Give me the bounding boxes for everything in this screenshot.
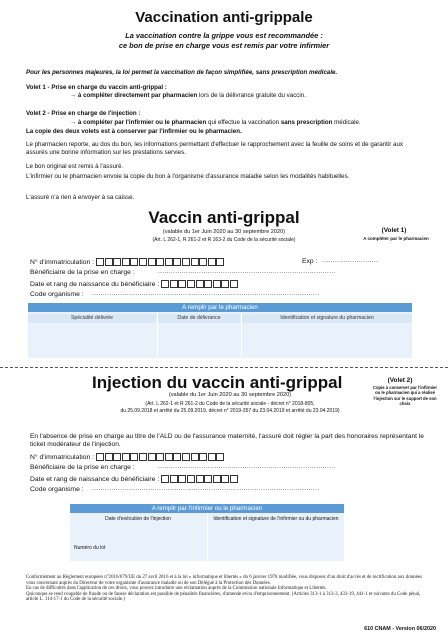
volet2-immat-boxes[interactable] [96, 453, 225, 461]
intro-lead: Pour les personnes majeures, la loi permet la vaccination de façon simplifiée, sans prescription médicale. [26, 69, 338, 76]
volet1-benef-label: Bénéficiaire de la prise en charge : [30, 269, 135, 276]
volet2-col-date: Date d'exécution de l'injection [105, 516, 171, 522]
volet1-input-date[interactable] [160, 326, 239, 356]
volet2-benef-field[interactable]: .................................................................................. [158, 464, 336, 470]
volet2-date-row: Date et rang de naissance du bénéficiaire : [30, 475, 238, 483]
volet1-date-boxes[interactable] [161, 280, 238, 288]
volet2-input-date[interactable] [72, 524, 204, 542]
volet2-org-label: Code organisme : [30, 486, 84, 493]
form-version: 610 CNAM - Version 06/2020 [364, 626, 436, 632]
volet2-immat-row: N° d'immatriculation : [30, 453, 225, 461]
volet1-benef-field[interactable]: .................................................................................. [158, 269, 336, 275]
legal-paragraph-2: En cas de difficultés dans l'application de ces droits, vous pouvez introduire une réclamation auprès de la Commission nationale Informatique et Libertés. [26, 586, 327, 592]
volet2-date-boxes[interactable] [161, 475, 238, 483]
cut-line [0, 367, 448, 368]
volet1-articles: (Art. L 262-1, R 261-2 et R 163-2 du Code de la sécurité sociale) [152, 237, 296, 243]
intro-paragraph-4: L'assuré n'a rien à envoyer à sa caisse. [26, 194, 135, 201]
volet2-label-note: Copie à conserver par l'infirmier ou le pharmacien qui a réalisé l'injection sur le support de son choix [372, 385, 438, 407]
volet1-table-header: A remplir par le pharmacien [28, 303, 412, 312]
volet1-validity: (valable du 1er Juin 2020 au 30 septembre 2020) [162, 229, 286, 235]
volet2-intro-instruction: → à compléter par l'infirmier ou le pharmacien qui effectue la vaccination sans prescription médicale. [70, 119, 361, 126]
volet1-immat-boxes[interactable] [96, 258, 225, 266]
copy-note: La copie des deux volets est à conserver par l'infirmier ou le pharmacien. [26, 128, 242, 135]
volet1-immat-row: N° d'immatriculation : [30, 258, 225, 266]
volet1-intro-instruction: → à compléter directement par pharmacien lors de la délivrance gratuite du vaccin. [70, 92, 306, 99]
volet2-ald-note: En l'absence de prise en charge au titre de l'ALD ou de l'assurance maternité, l'assuré doit régler la part des honoraires représentant le ticket modérateur de l'injection. [30, 433, 424, 448]
volet2-intro-title: Volet 2 - Prise en charge de l'injection : [26, 110, 141, 117]
volet2-col-signature: Identification et signature de l'infirmier ou du pharmacien [213, 516, 339, 522]
intro-paragraph-1: Le pharmacien reporte, au dos du bon, les informations permettant d'effectuer le rapprochement avec la feuille de soins et de garantir aux assurés une bonne information sur les prestations servies. [26, 141, 404, 156]
legal-paragraph-3: Quiconque se rend coupable de fraude ou de fausse déclaration est passible de pénalités financières, d'amende et/ou d'emprisonnement. (Articles 313-1 à 313-3, 433-19, 441-1 et suivants du Code pénal, article L. 114-17-1 du Code de la sécurité sociale.) [26, 591, 421, 603]
volet1-intro-title: Volet 1 - Prise en charge du vaccin anti-grippal : [26, 84, 167, 91]
volet1-separator-1 [157, 312, 158, 358]
volet2-articles-1: (Art. L 262-1 et R 261-2 du Code de la sécurité sociale - décret n° 2018-805, [145, 401, 315, 407]
volet1-col-signature: Identification et signature du pharmacien [242, 314, 412, 323]
recommendation-line: La vaccination contre la grippe vous est recommandée : [125, 31, 323, 40]
volet1-label-note: A compléter par le pharmacien [363, 236, 429, 241]
volet1-separator-2 [241, 312, 242, 358]
volet2-separator [207, 513, 208, 561]
volet1-exp-field[interactable]: .......................... [322, 258, 379, 264]
volet2-input-signature[interactable] [210, 530, 342, 558]
legal-notice [26, 575, 432, 603]
volet1-title: Vaccin anti-grippal [148, 208, 300, 227]
volet2-title: Injection du vaccin anti-grippal [92, 373, 343, 392]
intro-paragraph-3: L'infirmier ou le pharmacien envoie la copie du bon à l'organisme d'assurance maladie selon les modalités habituelles. [26, 173, 350, 180]
volet2-input-lot[interactable] [112, 544, 204, 558]
volet1-col-specialite: Spécialité délivrée [28, 314, 156, 323]
volet1-org-field[interactable]: ......................................................................................................... [92, 291, 320, 297]
volet2-lot-label: Numéro du lot [74, 545, 106, 551]
volet1-date-row: Date et rang de naissance du bénéficiaire : [30, 280, 238, 288]
volet1-input-signature[interactable] [244, 326, 410, 356]
volet1-input-specialite[interactable] [30, 326, 155, 356]
volet2-articles-2: du 25.09.2018 et arrêté du 25.09.2019, décret n° 2019-357 du 23.04.2019 et arrêté du 23.04.2019) [120, 408, 340, 414]
volet1-org-label: Code organisme : [30, 291, 84, 298]
volet2-label: (Volet 2) [387, 377, 413, 384]
volet1-col-date: Date de délivrance [158, 314, 240, 323]
legal-paragraph-1: Conformément au Règlement européen n°2016/679/UE du 27 avril 2016 et à la loi « informatique et libertés » du 6 janvier 1978 modifiée, vous disposez d'un droit d'accès et de rectification aux données vous concernant auprès du Directeur de votre organisme d'assurance maladie ou de son Délégué à la Protection des Données. [26, 575, 422, 586]
volet1-label: (Volet 1) [381, 227, 407, 234]
page-title: Vaccination anti-grippale [135, 9, 313, 26]
volet2-validity: (valable du 1er Juin 2020 au 30 septembre 2020) [168, 392, 292, 398]
volet2-table-header: A remplir par l'infirmier ou le pharmacien [70, 504, 344, 513]
volet2-org-field[interactable]: ......................................................................................................... [92, 486, 320, 492]
intro-paragraph-2: Le bon original est remis à l'assuré. [26, 163, 124, 170]
volet1-exp-label: Exp : [302, 258, 318, 265]
volet2-benef-label: Bénéficiaire de la prise en charge : [30, 464, 135, 471]
recommendation-line-2: ce bon de prise en charge vous est remis par votre infirmier [118, 41, 330, 50]
